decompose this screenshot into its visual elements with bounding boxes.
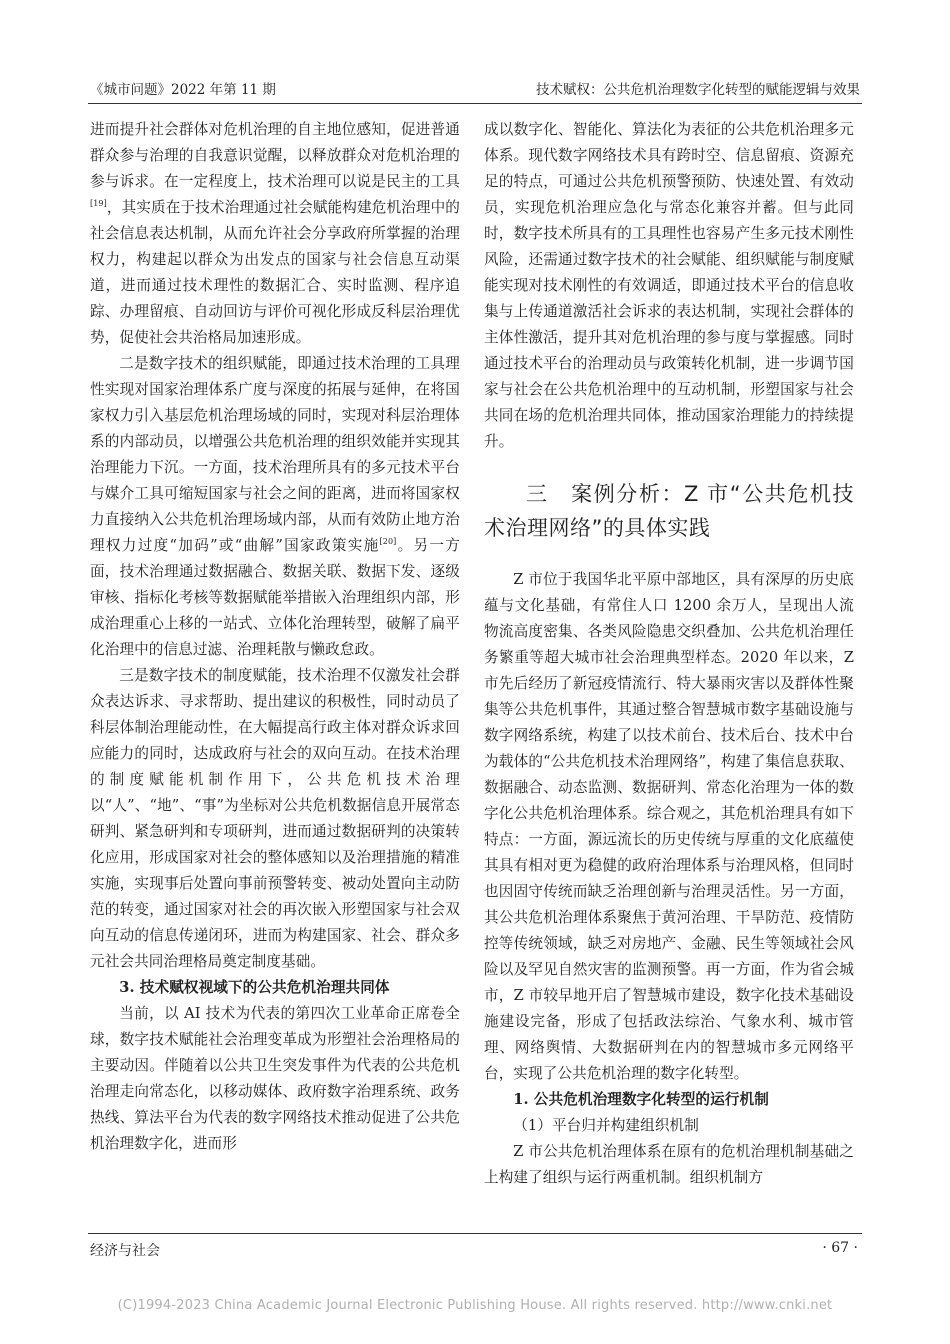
citation-ref: [19] — [90, 199, 107, 209]
paragraph: Z 市公共危机治理体系在原有的危机治理机制基础之上构建了组织与运行两重机制。组织机制方 — [484, 1143, 854, 1186]
right-column — [484, 117, 854, 1191]
copyright-notice: (C)1994-2023 China Academic Journal Electronic Publishing House. All rights reserved. http://www.cnki.net — [117, 1298, 833, 1313]
page-number: · 67 · — [822, 1240, 858, 1256]
article-title-header: 技术赋权：公共危机治理数字化转型的赋能逻辑与效果 — [536, 82, 860, 98]
citation-ref: [20] — [379, 537, 397, 547]
header-rule — [88, 103, 862, 104]
paragraph: 二是数字技术的组织赋能，即通过技术治理的工具理性实现对国家治理体系广度与深度的拓展与延伸，在将国家权力引入基层危机治理场域的同时，实现对科层治理体系的内部动员，以增强公共危机治理的组织效能并实现其治理能力下沉。一方面，技术治理所具有的多元技术平台与媒介工具可缩短国家与社会之间的距离，进而将国家权力直接纳入公共危机治理场域内部，从而有效防止地方治理权力过度“加码”或“曲解”国家政策实施[20]。另一方面，技术治理通过数据融合、数据关联、数据下发、逐级审核、指标化考核等数据赋能举措嵌入治理组织内部，形成治理重心上移的一站式、立体化治理转型，破解了扁平化治理中的信息过滤、治理耗散与懒政怠政。 — [90, 355, 460, 658]
journal-header: 《城市问题》2022 年第 11 期 — [90, 82, 276, 98]
subsection-heading: 1. 公共危机治理数字化转型的运行机制 — [513, 1091, 769, 1108]
subsection-heading: 3. 技术赋权视域下的公共危机治理共同体 — [119, 979, 390, 996]
paragraph: 当前，以 AI 技术为代表的第四次工业革命正席卷全球，数字技术赋能社会治理变革成为形塑社会治理格局的主要动因。伴随着以公共卫生突发事件为代表的公共危机治理走向常态化，以移动媒体、政府数字治理系统、政务热线、算法平台为代表的数字网络技术推动促进了公共危机治理数字化，进而形 — [90, 1005, 460, 1152]
paragraph: 三是数字技术的制度赋能，技术治理不仅激发社会群众表达诉求、寻求帮助、提出建议的积极性，同时动员了科层体制治理能动性，在大幅提高行政主体对群众诉求回应能力的同时，达成政府与社会的双向互动。在技术治理的制度赋能机制作用下，公共危机技术治理以“人”、“地”、“事”为坐标对公共危机数据信息开展常态研判、紧急研判和专项研判，进而通过数据研判的决策转化应用，形成国家对社会的整体感知以及治理措施的精准实施，实现事后处置向事前预警转变、被动处置向主动防范的转变，通过国家对社会的再次嵌入形塑国家与社会双向互动的信息传递闭环，进而为构建国家、社会、群众多元社会共同治理格局奠定制度基础。 — [90, 667, 460, 970]
section-title: 三 案例分析：Z 市“公共危机技术治理网络”的具体实践 — [484, 482, 854, 540]
left-column — [90, 117, 460, 1157]
footer-section: 经济与社会 — [90, 1243, 160, 1259]
footer-rule — [88, 1233, 862, 1234]
paragraph: 进而提升社会群体对危机治理的自主地位感知，促进普通群众参与治理的自我意识觉醒，以释放群众对危机治理的参与诉求。在一定程度上，技术治理可以说是民主的工具[19]，其实质在于技术治理通过社会赋能构建危机治理中的社会信息表达机制，从而允许社会分享政府所掌握的治理权力，构建起以群众为出发点的国家与社会信息互动渠道，进而通过技术理性的数据汇合、实时监测、程序追踪、办理留痕、自动回访与评价可视化形成反科层治理优势，促使社会共治格局加速形成。 — [90, 121, 460, 346]
paragraph: Z 市位于我国华北平原中部地区，具有深厚的历史底蕴与文化基础，有常住人口 1200 余万人，呈现出人流物流高度密集、各类风险隐患交织叠加、公共危机治理任务繁重等超大城市社会治理典型样态。2020 年以来，Z 市先后经历了新冠疫情流行、特大暴雨灾害以及群体性聚集等公共危机事件，其通过整合智慧城市数字基础设施与数字网络系统，构建了以技术前台、技术后台、技术中台为载体的“公共危机技术治理网络”，构建了集信息获取、数据融合、动态监测、数据研判、常态化治理为一体的数字化公共危机治理体系。综合观之，其危机治理具有如下特点：一方面，源远流长的历史传统与厚重的文化底蕴使其具有相对更为稳健的政府治理体系与治理风格，但同时也因固守传统而缺乏治理创新与治理灵活性。另一方面，其公共危机治理体系聚焦于黄河治理、干旱防范、疫情防控等传统领域，缺乏对房地产、金融、民生等领域社会风险以及罕见自然灾害的监测预警。再一方面，作为省会城市，Z 市较早地开启了智慧城市建设，数字化技术基础设施建设完备，形成了包括政法综治、气象水利、城市管理、网络舆情、大数据研判在内的智慧城市多元网络平台，实现了公共危机治理的数字化转型。 — [484, 571, 854, 1082]
sub-subsection-heading: （1）平台归并构建组织机制 — [513, 1117, 699, 1134]
paragraph: 成以数字化、智能化、算法化为表征的公共危机治理多元体系。现代数字网络技术具有跨时空、信息留痕、资源充足的特点，可通过公共危机预警预防、快速处置、有效动员，实现危机治理应急化与常态化兼容并蓄。但与此同时，数字技术所具有的工具理性也容易产生多元技术刚性风险，还需通过数字技术的社会赋能、组织赋能与制度赋能实现对技术刚性的有效调适，即通过技术平台的信息收集与上传通道激活社会诉求的表达机制，实现社会群体的主体性激活，提升其对危机治理的参与度与掌握感。同时通过技术平台的治理动员与政策转化机制，进一步调节国家与社会在公共危机治理中的互动机制，形塑国家与社会共同在场的危机治理共同体，推动国家治理能力的持续提升。 — [484, 121, 854, 450]
